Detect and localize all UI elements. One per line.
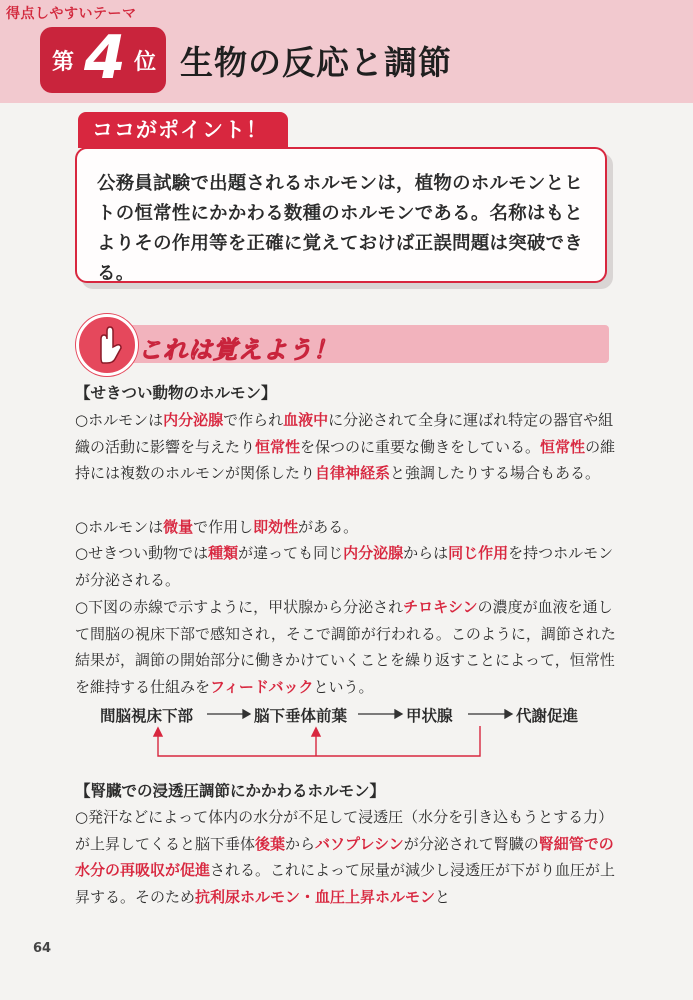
- rank-suffix: 位: [133, 50, 156, 75]
- paragraph-feedback: [75, 594, 620, 700]
- highlight-term: 内分泌腺: [163, 411, 224, 429]
- text-run: から: [285, 834, 316, 853]
- text-run: と強調したりする場合もある。: [390, 464, 601, 483]
- memo-title: これは覚えよう！: [138, 336, 338, 364]
- highlight-term: 微量: [163, 518, 194, 536]
- paragraph-trace-amount: [75, 514, 620, 541]
- text-run: を保つのに重要な働きをしている。: [300, 437, 541, 456]
- section-heading-kidney: 【腎臓での浸透圧調節にかかわるホルモン】: [75, 782, 386, 800]
- paragraph-hormone-intro: [75, 407, 620, 487]
- highlight-term: チロキシン: [403, 598, 478, 616]
- flow-node-thyroid: 甲状腺: [406, 707, 453, 725]
- rank-number: 4: [84, 23, 126, 93]
- text-run: の維持には複数のホルモンが関係したり: [75, 437, 616, 483]
- text-run: が分泌されて腎臓の: [403, 834, 539, 853]
- highlight-term: 恒常性: [540, 437, 586, 456]
- flow-node-hypothalamus: 間脳視床下部: [100, 707, 194, 725]
- point-text: 公務員試験で出題されるホルモンは，植物のホルモンとヒトの恒常性にかかわる数種のホルモンである。名称はもとよりその作用等を正確に覚えておけば正誤問題は突破できる。: [97, 173, 583, 284]
- page-number: 64: [33, 941, 52, 956]
- text-run: ○ホルモンは: [75, 518, 164, 536]
- text-run: で作られ: [223, 411, 284, 429]
- text-run: ○せきつい動物では: [75, 544, 209, 562]
- highlight-term: 血液中: [283, 411, 329, 429]
- highlight-term: 種類: [208, 544, 239, 562]
- text-run: という。: [313, 677, 374, 696]
- highlight-term: 内分泌腺: [343, 544, 404, 562]
- text-run: と: [435, 887, 451, 906]
- header-subtitle: 得点しやすいテーマ: [6, 6, 137, 22]
- text-run: ○ホルモンは: [75, 411, 164, 429]
- highlight-term: 抗利尿ホルモン・血圧上昇ホルモン: [195, 887, 436, 906]
- page-header: [0, 0, 693, 103]
- rank-badge: [40, 23, 166, 93]
- feedback-lines: [154, 726, 480, 756]
- section-heading-vertebrate-hormones: 【せきつい動物のホルモン】: [75, 384, 277, 402]
- arrow-head: [243, 710, 250, 718]
- flow-arrows: [0, 700, 693, 770]
- highlight-term: 後葉: [255, 834, 286, 853]
- arrow-head: [395, 710, 402, 718]
- point-box: [75, 147, 607, 283]
- highlight-term: 即効性: [253, 518, 299, 536]
- text-run: で作用し: [193, 518, 254, 536]
- highlight-term: バソプレシン: [315, 834, 404, 853]
- point-tab: ココがポイント！: [78, 112, 288, 148]
- text-run: される。これによって尿量が減少し浸透圧が下がり血圧が上昇する。そのため: [75, 861, 616, 906]
- text-run: を持つホルモンが分泌される。: [75, 544, 614, 589]
- highlight-term: フィードバック: [210, 677, 314, 696]
- highlight-term: 自律神経系: [315, 464, 391, 483]
- text-run: が違っても同じ: [238, 544, 344, 562]
- flow-node-metabolism: 代謝促進: [516, 707, 579, 725]
- highlight-term: 恒常性: [255, 437, 301, 456]
- text-run: ○下図の赤線で示すように，甲状腺から分泌され: [75, 598, 404, 616]
- highlight-term: 腎細管での水分の再吸収が促進: [75, 834, 614, 880]
- text-run: の濃度が血液を通して間脳の視床下部で感知され，そこで調節が行われる。このように，調節された結果が，調節の開始部分に働きかけていくことを繰り返すことによって，恒常性を維持する仕組みを: [75, 598, 616, 696]
- text-run: ○発汗などによって体内の水分が不足して浸透圧（水分を引き込もうとする力）が上昇してくると脳下垂体: [75, 808, 614, 853]
- text-run: からは: [403, 544, 449, 562]
- text-run: がある。: [298, 518, 359, 536]
- text-run: に分泌されて全身に運ばれ特定の器官や組織の活動に影響を与えたり: [75, 411, 614, 456]
- feedback-diagram: [0, 700, 693, 770]
- arrow-head: [505, 710, 512, 718]
- flow-node-anterior-pituitary: 脳下垂体前葉: [254, 707, 348, 725]
- paragraph-vasopressin: [75, 804, 620, 910]
- rank-prefix: 第: [52, 50, 75, 75]
- page-title: 生物の反応と調節: [180, 43, 452, 82]
- highlight-term: 同じ作用: [448, 544, 509, 562]
- pointing-hand-icon: [76, 314, 138, 376]
- paragraph-same-gland: [75, 540, 620, 593]
